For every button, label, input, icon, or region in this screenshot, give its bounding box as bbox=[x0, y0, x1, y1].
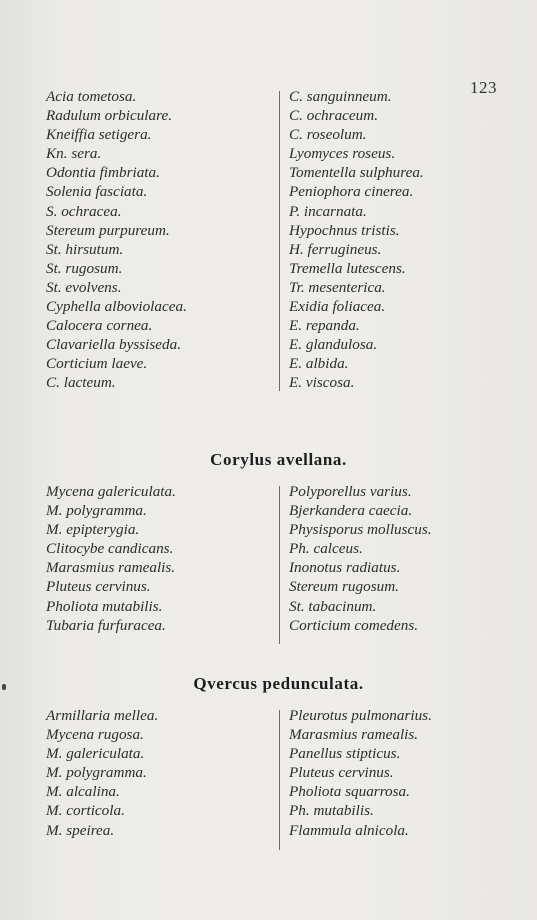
left-column bbox=[46, 482, 271, 635]
list-item: St. rugosum. bbox=[46, 259, 123, 277]
list-item: Pholiota mutabilis. bbox=[46, 597, 163, 615]
list-item: Pholiota squarrosa. bbox=[289, 783, 410, 801]
list-item: C. lacteum. bbox=[46, 374, 116, 392]
list-item: Tr. mesenterica. bbox=[289, 278, 386, 296]
species-list-section-2 bbox=[0, 482, 537, 647]
list-item: Cyphella alboviolacea. bbox=[46, 298, 187, 316]
list-item: Clitocybe candicans. bbox=[46, 540, 174, 558]
list-item: Clavariella byssiseda. bbox=[46, 336, 181, 354]
list-item: Pluteus cervinus. bbox=[289, 764, 394, 782]
list-item: S. ochracea. bbox=[46, 202, 122, 220]
list-item: E. repanda. bbox=[289, 317, 360, 335]
list-item: Mycena rugosa. bbox=[46, 726, 144, 744]
list-item: M. epipterygia. bbox=[46, 521, 140, 539]
column-divider bbox=[279, 486, 280, 644]
list-item: Corticium comedens. bbox=[289, 616, 419, 634]
list-item: H. ferrugineus. bbox=[289, 240, 382, 258]
species-list-section-3 bbox=[0, 706, 537, 851]
list-item: Lyomyces roseus. bbox=[289, 145, 396, 163]
list-item: Odontia fimbriata. bbox=[46, 164, 160, 182]
left-column bbox=[46, 87, 271, 393]
list-item: C. sanguinneum. bbox=[289, 88, 392, 105]
right-column bbox=[289, 87, 504, 393]
list-item: Flammula alnicola. bbox=[289, 821, 409, 839]
list-item: Corticium laeve. bbox=[46, 355, 148, 373]
list-item: Peniophora cinerea. bbox=[289, 183, 414, 201]
list-item: Exidia foliacea. bbox=[289, 298, 386, 316]
list-item: E. albida. bbox=[289, 355, 349, 373]
left-column bbox=[46, 706, 271, 840]
list-item: Tubaria furfuracea. bbox=[46, 616, 166, 634]
list-item: E. viscosa. bbox=[289, 374, 355, 392]
list-item: Kn. sera. bbox=[46, 145, 102, 163]
page-number: 123 bbox=[470, 78, 497, 97]
list-item: Tomentella sulphurea. bbox=[289, 164, 424, 182]
column-divider bbox=[279, 91, 280, 391]
list-item: Hypochnus tristis. bbox=[289, 221, 400, 239]
list-item: M. galericulata. bbox=[46, 745, 145, 763]
list-item: Marasmius ramealis. bbox=[289, 726, 419, 744]
list-item: Bjerkandera caecia. bbox=[289, 502, 413, 520]
list-item: Armillaria mellea. bbox=[46, 707, 159, 724]
list-item: Polyporellus varius. bbox=[289, 483, 412, 500]
section-heading-corylus bbox=[0, 450, 537, 470]
section-heading-text: Qvercus pedunculata. bbox=[193, 674, 364, 693]
species-list-section-1 bbox=[0, 87, 537, 407]
page-edge-mark bbox=[2, 684, 6, 690]
column-divider bbox=[279, 710, 280, 850]
right-column bbox=[289, 482, 504, 635]
list-item: Stereum rugosum. bbox=[289, 578, 399, 596]
list-item: C. ochraceum. bbox=[289, 107, 378, 125]
list-item: Radulum orbiculare. bbox=[46, 107, 172, 125]
list-item: Inonotus radiatus. bbox=[289, 559, 401, 577]
list-item: Pleurotus pulmonarius. bbox=[289, 707, 432, 724]
section-heading-text: Corylus avellana. bbox=[210, 450, 347, 469]
list-item: M. polygramma. bbox=[46, 502, 147, 520]
list-item: C. roseolum. bbox=[289, 126, 367, 144]
list-item: E. glandulosa. bbox=[289, 336, 378, 354]
list-item: M. corticola. bbox=[46, 802, 125, 820]
list-item: Mycena galericulata. bbox=[46, 483, 176, 500]
list-item: St. hirsutum. bbox=[46, 240, 124, 258]
list-item: P. incarnata. bbox=[289, 202, 367, 220]
list-item: St. tabacinum. bbox=[289, 597, 377, 615]
list-item: Tremella lutescens. bbox=[289, 259, 406, 277]
list-item: St. evolvens. bbox=[46, 278, 122, 296]
list-item: Physisporus molluscus. bbox=[289, 521, 432, 539]
list-item: Pluteus cervinus. bbox=[46, 578, 151, 596]
list-item: Calocera cornea. bbox=[46, 317, 153, 335]
list-item: M. alcalina. bbox=[46, 783, 120, 801]
section-heading-qvercus bbox=[0, 674, 537, 694]
list-item: M. speirea. bbox=[46, 821, 115, 839]
list-item: M. polygramma. bbox=[46, 764, 147, 782]
list-item: Kneiffia setigera. bbox=[46, 126, 152, 144]
list-item: Acia tometosa. bbox=[46, 88, 137, 105]
list-item: Marasmius ramealis. bbox=[46, 559, 176, 577]
list-item: Stereum purpureum. bbox=[46, 221, 170, 239]
list-item: Ph. calceus. bbox=[289, 540, 363, 558]
list-item: Ph. mutabilis. bbox=[289, 802, 374, 820]
right-column bbox=[289, 706, 504, 840]
list-item: Solenia fasciata. bbox=[46, 183, 148, 201]
list-item: Panellus stipticus. bbox=[289, 745, 401, 763]
